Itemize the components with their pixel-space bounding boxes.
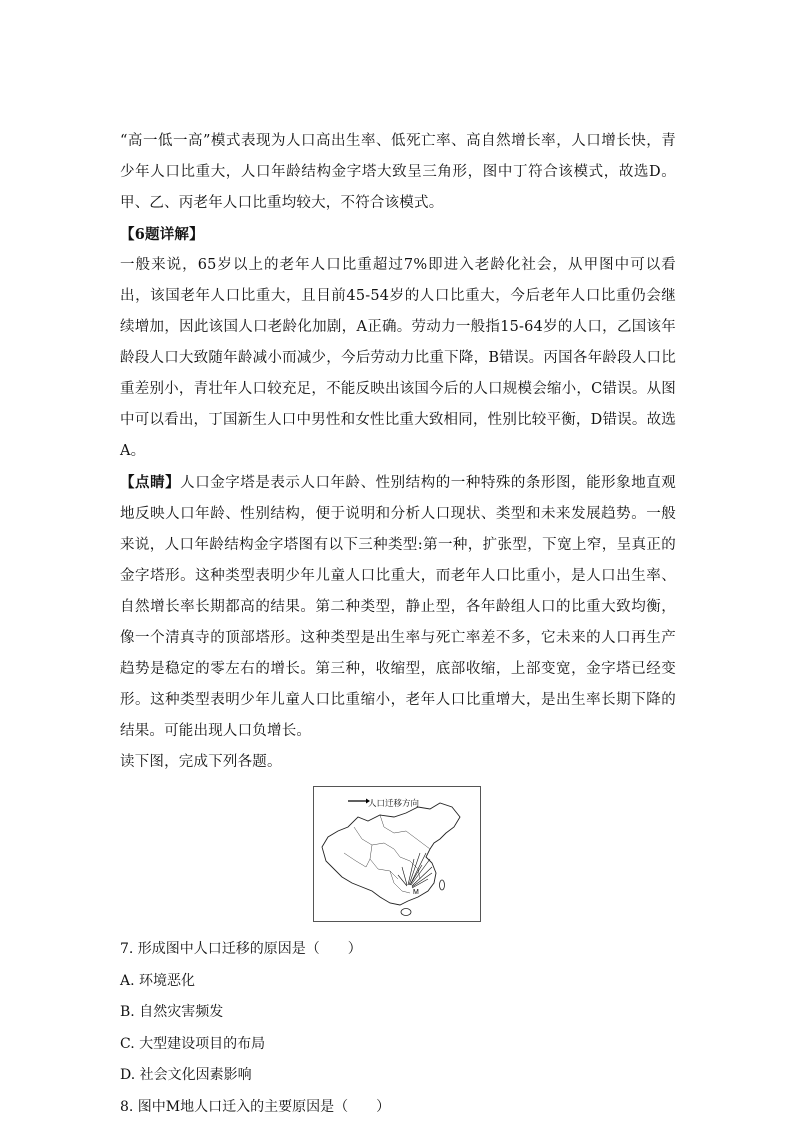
province-border (370, 845, 398, 879)
document-page (120, 126, 676, 1123)
dianjing-text: 人口金字塔是表示人口年龄、性别结构的一种特殊的条形图，能形象地直观地反映人口年龄、性别结构，便于说明和分析人口现状、类型和未来发展趋势。一般来说，人口年龄结构金字塔图有以下三种类型:第一种，扩张型，下宽上窄，呈真正的金字塔形。这种类型表明少年儿童人口比重大，而老年人口比重小，是人口出生率、自然增长率长期都高的结果。第二种类型，静止型，各年龄组人口的比重大致均衡，像一个清真寺的顶部塔形。这种类型是出生率与死亡率差不多，它未来的人口再生产趋势是稳定的零左右的增长。第三种，收缩型，底部收缩，上部变宽，金字塔已经变形。这种类型表明少年儿童人口比重缩小，老年人口比重增大，是出生率长期下降的结果。可能出现人口负增长。 (120, 475, 676, 739)
province-border (406, 831, 430, 849)
dianjing-paragraph (120, 467, 676, 747)
map-legend-text: 人口迁移方向 (368, 799, 420, 809)
province-border (380, 815, 406, 833)
question-7-option-b: B. 自然灾害频发 (120, 1004, 224, 1020)
explanation-paragraph-5: “高一低一高”模式表现为人口高出生率、低死亡率、高自然增长率，人口增长快，青少年人口比重大，人口年龄结构金字塔大致呈三角形，图中丁符合该模式，故选D。甲、乙、丙老年人口比重均较大，不符合该模式。 (120, 133, 676, 211)
china-migration-map (313, 786, 481, 922)
question-7-option-a: A. 环境恶化 (120, 972, 196, 989)
province-border (344, 853, 370, 867)
hainan-island (401, 909, 411, 916)
question-7-option-d: D. 社会文化因素影响 (120, 1067, 252, 1083)
dianjing-label: 【点睛】 (120, 474, 181, 491)
question-8: 8. 图中M地人口迁入的主要原因是（ ） (120, 1098, 391, 1115)
figure-container (120, 784, 676, 928)
question-7-option-c: C. 大型建设项目的布局 (120, 1035, 266, 1052)
province-border (354, 827, 400, 857)
question-7: 7. 形成图中人口迁移的原因是（ ） (120, 941, 362, 957)
taiwan-island (440, 880, 445, 890)
map-label-m: M (413, 889, 419, 896)
read-instruction: 读下图，完成下列各题。 (120, 754, 282, 770)
question-6-heading: 【6题详解】 (120, 226, 204, 243)
explanation-paragraph-6: 一般来说，65岁以上的老年人口比重超过7%即进入老龄化社会，从甲图中可以看出，该国老年人口比重大，且目前45-54岁的人口比重大，今后老年人口比重仍会继续增加，因此该国人口老龄化加剧，A正确。劳动力一般指15-64岁的人口，乙国该年龄段人口大致随年龄减小而减少，今后劳动力比重下降，B错误。丙国各年龄段人口比重差别小，青壮年人口较充足，不能反映出该国今后的人口规模会缩小，C错误。从图中可以看出，丁国新生人口中男性和女性比重大致相同，性别比较平衡，D错误。故选A。 (120, 257, 676, 459)
china-outline (322, 803, 460, 905)
